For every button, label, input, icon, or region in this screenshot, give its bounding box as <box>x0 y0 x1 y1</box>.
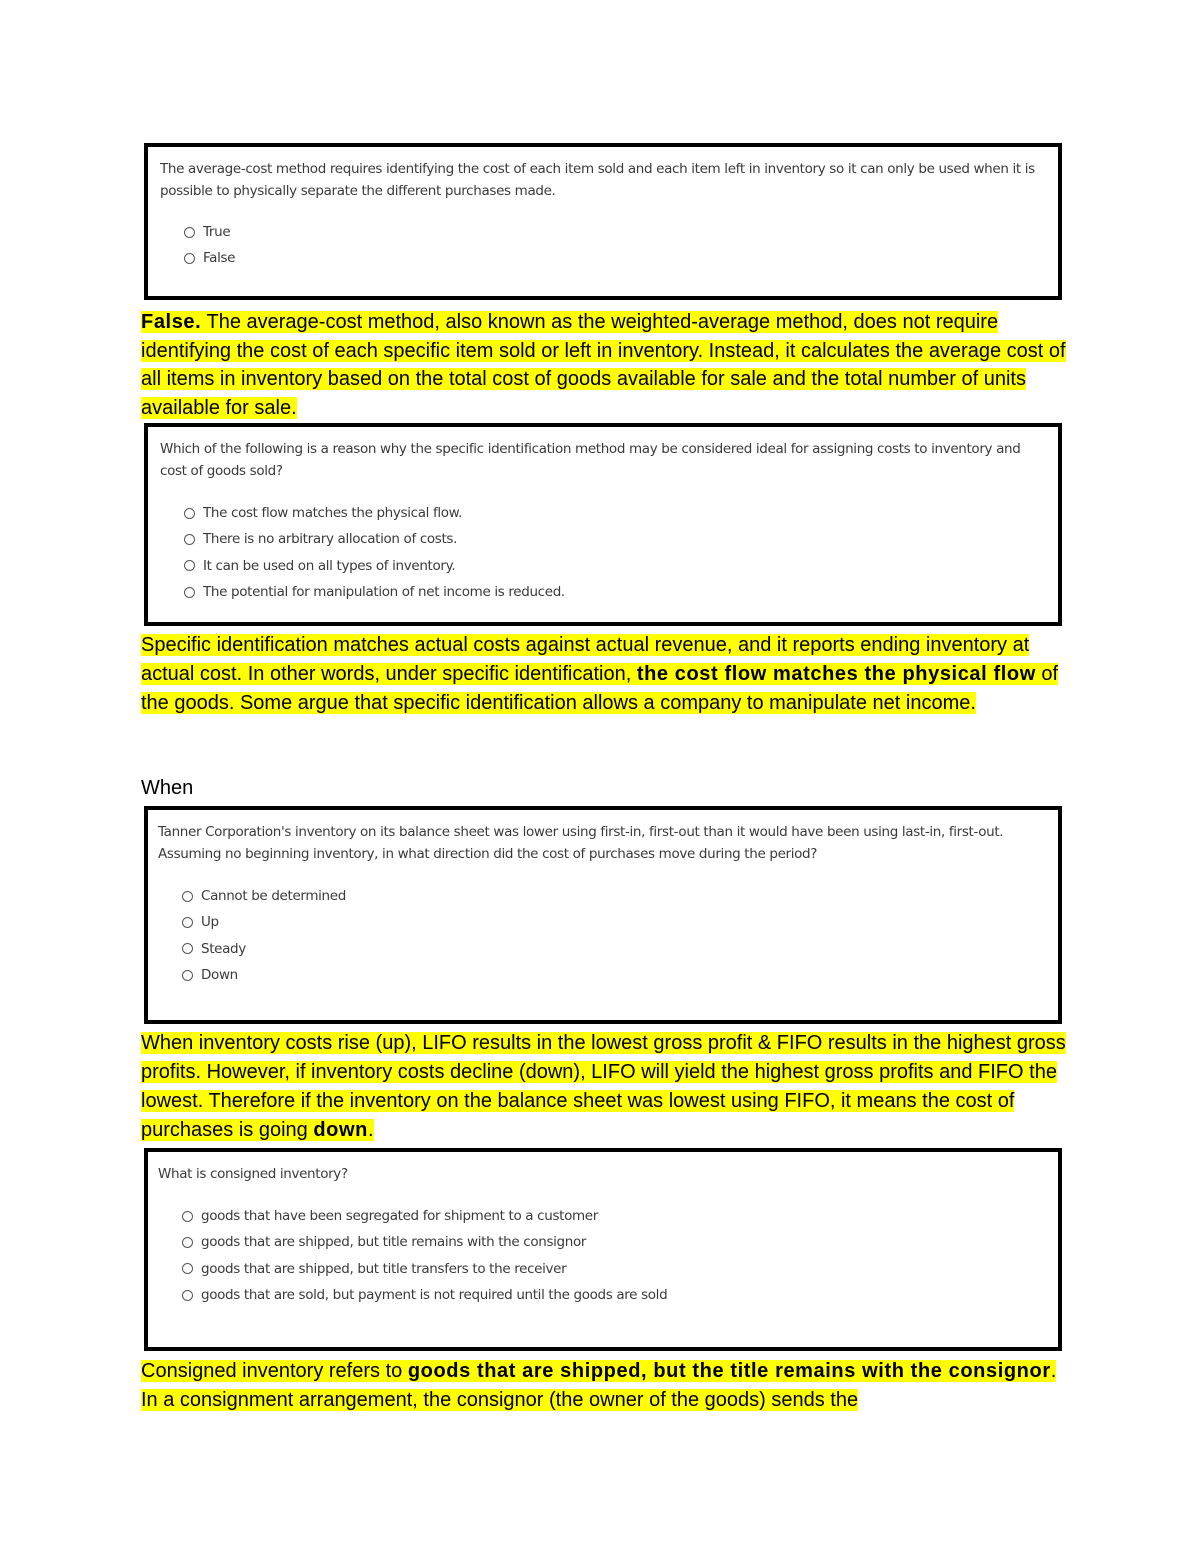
options-list <box>182 1203 1050 1308</box>
option-2[interactable]: goods that are shipped, but title remains with the consignor <box>182 1229 1050 1255</box>
radio-icon[interactable] <box>182 970 193 981</box>
question-text: Which of the following is a reason why the specific identification method may be considered ideal for assigning costs to inventory and cost of goods sold? <box>160 441 1021 479</box>
question-text: Tanner Corporation's inventory on its balance sheet was lower using first-in, first-out than it would have been using last-in, first-out. Assuming no beginning inventory, in what direction did the cost of purchases move during the period? <box>158 824 1004 862</box>
answer-1: False. The average-cost method, also known as the weighted-average method, does not require identifying the cost of each specific item sold or left in inventory. Instead, it calculates the average cost of all items in inventory based on the total cost of goods available for sale and the total number of units available for sale. <box>141 311 1066 419</box>
radio-icon[interactable] <box>182 943 193 954</box>
radio-icon[interactable] <box>182 891 193 902</box>
option-1[interactable]: The cost flow matches the physical flow. <box>184 500 1050 526</box>
radio-icon[interactable] <box>182 1237 193 1248</box>
options-list <box>184 500 1050 605</box>
radio-icon[interactable] <box>182 1263 193 1274</box>
radio-icon[interactable] <box>184 587 195 598</box>
option-3[interactable]: goods that are shipped, but title transfers to the receiver <box>182 1256 1050 1282</box>
radio-icon[interactable] <box>182 1211 193 1222</box>
answer-3: When inventory costs rise (up), LIFO results in the lowest gross profit & FIFO results in the highest gross profits. However, if inventory costs decline (down), LIFO will yield the highest gross profits and FIFO the lowest. Therefore if the inventory on the balance sheet was lowest using FIFO, it means the cost of purchases is going down. <box>141 1032 1066 1141</box>
option-up[interactable]: Up <box>182 909 1050 935</box>
question-box-1 <box>144 143 1062 300</box>
radio-icon[interactable] <box>184 253 195 264</box>
option-4[interactable]: The potential for manipulation of net income is reduced. <box>184 579 1050 605</box>
radio-icon[interactable] <box>182 917 193 928</box>
option-steady[interactable]: Steady <box>182 936 1050 962</box>
question-text: The average-cost method requires identifying the cost of each item sold and each item left in inventory so it can only be used when it is possible to physically separate the different purchases made. <box>160 161 1035 199</box>
question-box-3 <box>144 806 1062 1024</box>
option-false[interactable]: False <box>184 245 1050 271</box>
answer-2: Specific identification matches actual costs against actual revenue, and it reports ending inventory at actual cost. In other words, under specific identification, the cost flow matches the physical flow of the goods. Some argue that specific identification allows a company to manipulate net income. <box>141 634 1059 714</box>
radio-icon[interactable] <box>184 508 195 519</box>
radio-icon[interactable] <box>184 227 195 238</box>
option-cannot-be-determined[interactable]: Cannot be determined <box>182 883 1050 909</box>
radio-icon[interactable] <box>182 1290 193 1301</box>
option-down[interactable]: Down <box>182 962 1050 988</box>
options-list <box>182 883 1050 988</box>
option-1[interactable]: goods that have been segregated for shipment to a customer <box>182 1203 1050 1229</box>
question-box-4 <box>144 1148 1062 1351</box>
when-label: When <box>141 777 194 799</box>
option-true[interactable]: True <box>184 219 1050 245</box>
option-4[interactable]: goods that are sold, but payment is not required until the goods are sold <box>182 1282 1050 1308</box>
option-3[interactable]: It can be used on all types of inventory. <box>184 553 1050 579</box>
options-list <box>184 219 1050 272</box>
radio-icon[interactable] <box>184 534 195 545</box>
question-text: What is consigned inventory? <box>158 1166 348 1182</box>
question-box-2 <box>144 423 1062 626</box>
radio-icon[interactable] <box>184 560 195 571</box>
option-2[interactable]: There is no arbitrary allocation of costs. <box>184 526 1050 552</box>
answer-4: Consigned inventory refers to goods that are shipped, but the title remains with the consignor. In a consignment arrangement, the consignor (the owner of the goods) sends the <box>141 1360 1057 1411</box>
